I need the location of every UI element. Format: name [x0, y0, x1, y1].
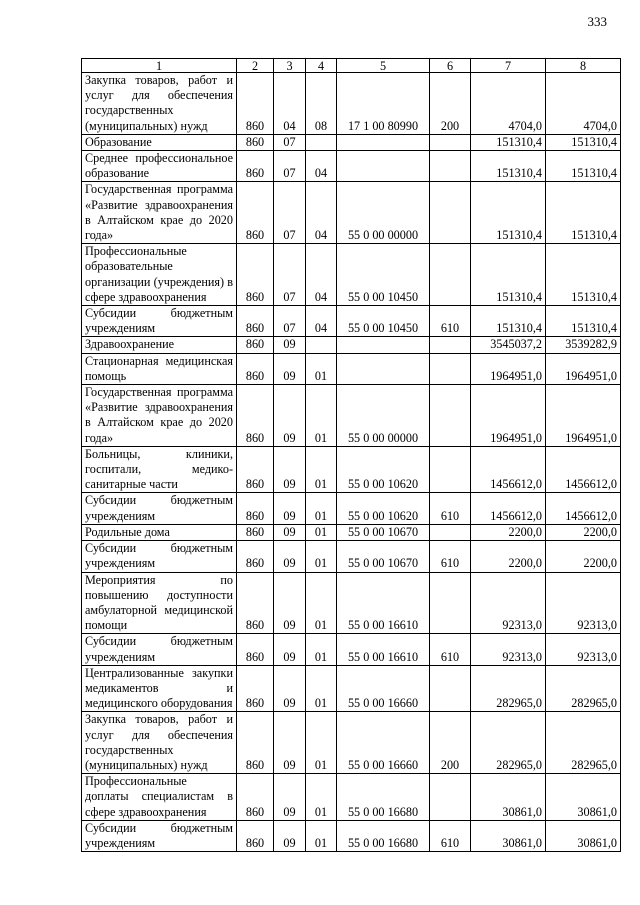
table-row [82, 712, 621, 774]
amount-cell: 151310,4 [471, 134, 546, 150]
table-row [82, 337, 621, 353]
row-name-cell: Субсидии бюджетным учреждениям [82, 493, 237, 524]
target-item-code-cell: 55 0 00 10450 [337, 306, 430, 337]
row-name-cell: Государственная программа «Развитие здравоохранения в Алтайском крае до 2020 года» [82, 385, 237, 447]
subsection-code-cell: 01 [306, 446, 337, 493]
target-item-code-cell: 55 0 00 16610 [337, 572, 430, 634]
section-code-cell: 04 [274, 73, 306, 135]
subsection-code-cell: 04 [306, 151, 337, 182]
amount-cell: 1456612,0 [471, 493, 546, 524]
target-item-code-cell: 55 0 00 10620 [337, 446, 430, 493]
subsection-code-cell: 08 [306, 73, 337, 135]
section-code-cell: 07 [274, 306, 306, 337]
subsection-code-cell: 04 [306, 244, 337, 306]
section-code-cell: 09 [274, 541, 306, 572]
row-name-cell: Субсидии бюджетным учреждениям [82, 820, 237, 851]
ministry-code-cell: 860 [237, 541, 274, 572]
subsection-code-cell: 01 [306, 774, 337, 821]
amount-cell: 151310,4 [546, 244, 621, 306]
subsection-code-cell: 04 [306, 306, 337, 337]
subsection-code-cell [306, 337, 337, 353]
subsection-code-cell: 01 [306, 820, 337, 851]
amount-cell: 282965,0 [546, 665, 621, 712]
amount-cell: 151310,4 [471, 306, 546, 337]
subsection-code-cell: 01 [306, 353, 337, 384]
target-item-code-cell: 55 0 00 10670 [337, 524, 430, 540]
amount-cell: 92313,0 [546, 634, 621, 665]
amount-cell: 3539282,9 [546, 337, 621, 353]
column-header: 1 [82, 59, 237, 73]
ministry-code-cell: 860 [237, 634, 274, 665]
target-item-code-cell: 55 0 00 00000 [337, 385, 430, 447]
table-row [82, 385, 621, 447]
amount-cell: 282965,0 [471, 665, 546, 712]
table-row [82, 244, 621, 306]
column-header: 6 [430, 59, 471, 73]
amount-cell: 92313,0 [471, 634, 546, 665]
section-code-cell: 09 [274, 385, 306, 447]
expense-type-code-cell [430, 151, 471, 182]
budget-table [81, 58, 621, 852]
section-code-cell: 09 [274, 712, 306, 774]
amount-cell: 30861,0 [546, 774, 621, 821]
subsection-code-cell: 01 [306, 541, 337, 572]
amount-cell: 1456612,0 [546, 446, 621, 493]
row-name-cell: Субсидии бюджетным учреждениям [82, 306, 237, 337]
table-row [82, 524, 621, 540]
amount-cell: 3545037,2 [471, 337, 546, 353]
subsection-code-cell: 01 [306, 665, 337, 712]
ministry-code-cell: 860 [237, 385, 274, 447]
amount-cell: 1964951,0 [471, 385, 546, 447]
expense-type-code-cell [430, 774, 471, 821]
table-row [82, 151, 621, 182]
expense-type-code-cell: 610 [430, 541, 471, 572]
ministry-code-cell: 860 [237, 665, 274, 712]
target-item-code-cell: 55 0 00 10620 [337, 493, 430, 524]
section-code-cell: 09 [274, 524, 306, 540]
amount-cell: 1456612,0 [546, 493, 621, 524]
amount-cell: 151310,4 [471, 151, 546, 182]
subsection-code-cell: 01 [306, 493, 337, 524]
amount-cell: 151310,4 [546, 182, 621, 244]
row-name-cell: Субсидии бюджетным учреждениям [82, 541, 237, 572]
amount-cell: 151310,4 [546, 306, 621, 337]
section-code-cell: 07 [274, 134, 306, 150]
amount-cell: 4704,0 [546, 73, 621, 135]
subsection-code-cell: 01 [306, 385, 337, 447]
ministry-code-cell: 860 [237, 353, 274, 384]
row-name-cell: Профессиональные доплаты специалистам в сфере здравоохранения [82, 774, 237, 821]
amount-cell: 282965,0 [546, 712, 621, 774]
ministry-code-cell: 860 [237, 712, 274, 774]
expense-type-code-cell: 200 [430, 73, 471, 135]
section-code-cell: 07 [274, 151, 306, 182]
target-item-code-cell: 55 0 00 16660 [337, 665, 430, 712]
row-name-cell: Образование [82, 134, 237, 150]
row-name-cell: Мероприятия по повышению доступности амбулаторной медицинской помощи [82, 572, 237, 634]
section-code-cell: 07 [274, 244, 306, 306]
amount-cell: 151310,4 [546, 134, 621, 150]
section-code-cell: 09 [274, 337, 306, 353]
subsection-code-cell: 04 [306, 182, 337, 244]
table-row [82, 446, 621, 493]
expense-type-code-cell: 610 [430, 493, 471, 524]
row-name-cell: Родильные дома [82, 524, 237, 540]
expense-type-code-cell: 610 [430, 634, 471, 665]
amount-cell: 2200,0 [546, 541, 621, 572]
target-item-code-cell [337, 134, 430, 150]
amount-cell: 30861,0 [546, 820, 621, 851]
amount-cell: 1964951,0 [546, 353, 621, 384]
ministry-code-cell: 860 [237, 134, 274, 150]
subsection-code-cell: 01 [306, 634, 337, 665]
amount-cell: 1964951,0 [471, 353, 546, 384]
target-item-code-cell: 55 0 00 16680 [337, 774, 430, 821]
row-name-cell: Среднее профессиональное образование [82, 151, 237, 182]
table-row [82, 306, 621, 337]
column-header: 3 [274, 59, 306, 73]
table-row [82, 182, 621, 244]
ministry-code-cell: 860 [237, 73, 274, 135]
amount-cell: 30861,0 [471, 820, 546, 851]
section-code-cell: 09 [274, 353, 306, 384]
amount-cell: 151310,4 [471, 244, 546, 306]
table-row [82, 774, 621, 821]
ministry-code-cell: 860 [237, 244, 274, 306]
expense-type-code-cell: 610 [430, 306, 471, 337]
section-code-cell: 09 [274, 572, 306, 634]
expense-type-code-cell [430, 572, 471, 634]
target-item-code-cell: 55 0 00 10670 [337, 541, 430, 572]
column-header: 4 [306, 59, 337, 73]
row-name-cell: Субсидии бюджетным учреждениям [82, 634, 237, 665]
expense-type-code-cell [430, 524, 471, 540]
expense-type-code-cell [430, 337, 471, 353]
table-row [82, 73, 621, 135]
target-item-code-cell [337, 151, 430, 182]
expense-type-code-cell [430, 182, 471, 244]
amount-cell: 2200,0 [471, 524, 546, 540]
section-code-cell: 09 [274, 820, 306, 851]
expense-type-code-cell [430, 353, 471, 384]
row-name-cell: Стационарная медицинская помощь [82, 353, 237, 384]
amount-cell: 30861,0 [471, 774, 546, 821]
row-name-cell: Централизованные закупки медикаментов и медицинского оборудования [82, 665, 237, 712]
expense-type-code-cell [430, 665, 471, 712]
target-item-code-cell: 55 0 00 16610 [337, 634, 430, 665]
target-item-code-cell [337, 337, 430, 353]
column-header: 7 [471, 59, 546, 73]
expense-type-code-cell [430, 244, 471, 306]
amount-cell: 2200,0 [546, 524, 621, 540]
column-header: 8 [546, 59, 621, 73]
amount-cell: 92313,0 [471, 572, 546, 634]
table-row [82, 572, 621, 634]
amount-cell: 151310,4 [471, 182, 546, 244]
table-row [82, 353, 621, 384]
ministry-code-cell: 860 [237, 774, 274, 821]
table-row [82, 134, 621, 150]
expense-type-code-cell [430, 446, 471, 493]
ministry-code-cell: 860 [237, 493, 274, 524]
row-name-cell: Профессиональные образовательные организации (учреждения) в сфере здравоохранения [82, 244, 237, 306]
table-header-row [82, 59, 621, 73]
page-number: 333 [587, 14, 607, 29]
target-item-code-cell: 55 0 00 16660 [337, 712, 430, 774]
section-code-cell: 09 [274, 774, 306, 821]
target-item-code-cell: 55 0 00 10450 [337, 244, 430, 306]
expense-type-code-cell [430, 134, 471, 150]
table-row [82, 634, 621, 665]
ministry-code-cell: 860 [237, 182, 274, 244]
target-item-code-cell: 17 1 00 80990 [337, 73, 430, 135]
amount-cell: 92313,0 [546, 572, 621, 634]
target-item-code-cell: 55 0 00 00000 [337, 182, 430, 244]
expense-type-code-cell: 200 [430, 712, 471, 774]
ministry-code-cell: 860 [237, 820, 274, 851]
amount-cell: 4704,0 [471, 73, 546, 135]
table-row [82, 493, 621, 524]
expense-type-code-cell: 610 [430, 820, 471, 851]
target-item-code-cell: 55 0 00 16680 [337, 820, 430, 851]
amount-cell: 1964951,0 [546, 385, 621, 447]
amount-cell: 282965,0 [471, 712, 546, 774]
subsection-code-cell: 01 [306, 572, 337, 634]
table-row [82, 665, 621, 712]
row-name-cell: Государственная программа «Развитие здравоохранения в Алтайском крае до 2020 года» [82, 182, 237, 244]
section-code-cell: 07 [274, 182, 306, 244]
section-code-cell: 09 [274, 446, 306, 493]
column-header: 2 [237, 59, 274, 73]
row-name-cell: Закупка товаров, работ и услуг для обеспечения государственных (муниципальных) нужд [82, 73, 237, 135]
row-name-cell: Закупка товаров, работ и услуг для обеспечения государственных (муниципальных) нужд [82, 712, 237, 774]
column-header: 5 [337, 59, 430, 73]
row-name-cell: Здравоохранение [82, 337, 237, 353]
ministry-code-cell: 860 [237, 306, 274, 337]
section-code-cell: 09 [274, 634, 306, 665]
table-row [82, 820, 621, 851]
section-code-cell: 09 [274, 665, 306, 712]
section-code-cell: 09 [274, 493, 306, 524]
table-body [82, 73, 621, 852]
amount-cell: 1456612,0 [471, 446, 546, 493]
ministry-code-cell: 860 [237, 524, 274, 540]
row-name-cell: Больницы, клиники, госпитали, медико-санитарные части [82, 446, 237, 493]
subsection-code-cell: 01 [306, 712, 337, 774]
subsection-code-cell: 01 [306, 524, 337, 540]
amount-cell: 2200,0 [471, 541, 546, 572]
expense-type-code-cell [430, 385, 471, 447]
table-row [82, 541, 621, 572]
ministry-code-cell: 860 [237, 446, 274, 493]
subsection-code-cell [306, 134, 337, 150]
ministry-code-cell: 860 [237, 151, 274, 182]
target-item-code-cell [337, 353, 430, 384]
ministry-code-cell: 860 [237, 572, 274, 634]
amount-cell: 151310,4 [546, 151, 621, 182]
ministry-code-cell: 860 [237, 337, 274, 353]
